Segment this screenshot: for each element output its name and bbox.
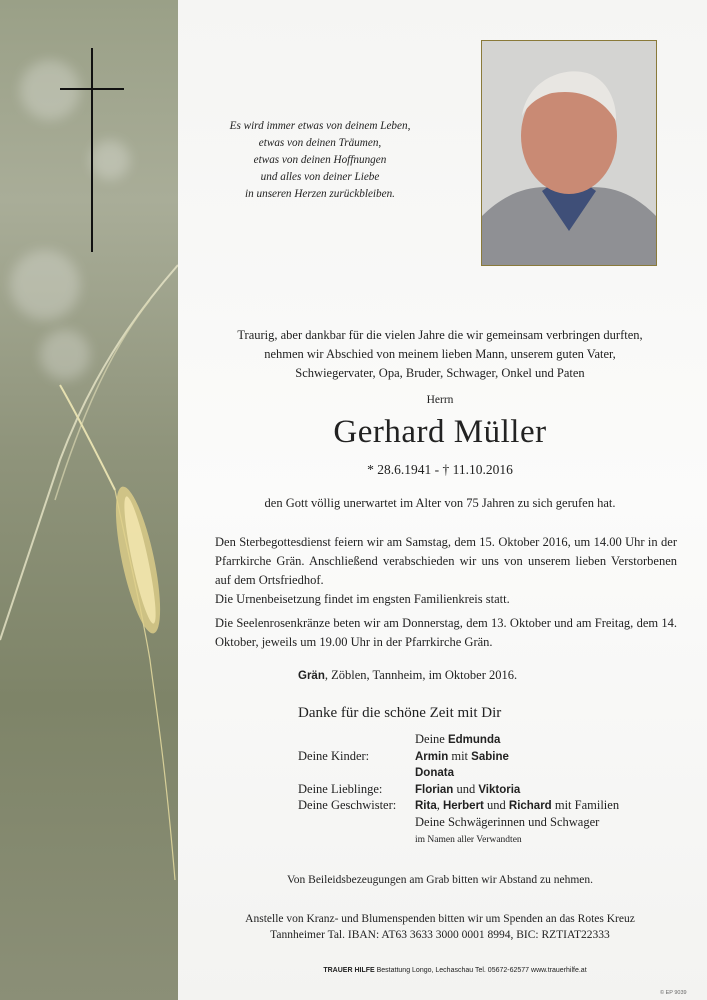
- favorites-label: Deine Lieblinge:: [298, 781, 383, 796]
- grandchild-name: Viktoria: [478, 783, 521, 796]
- passing-text: den Gott völlig unerwartet im Alter von 75 Jahren zu sich gerufen hat.: [264, 496, 616, 510]
- life-dates: * 28.6.1941 - † 11.10.2016: [367, 462, 513, 477]
- service-text: Den Sterbegottesdienst feiern wir am Samstag, dem 15. Oktober 2016, um 14.00 Uhr in der Pfarrkirche Grän. Anschließend verabschieden wir uns von unserem lieben Verstorbenen auf dem Ortsfriedhof.: [215, 535, 677, 587]
- wife-name: Edmunda: [447, 734, 501, 746]
- poem: [205, 118, 435, 203]
- donation-line: Anstelle von Kranz- und Blumenspenden bitten wir um Spenden an das Rotes Kreuz: [245, 913, 635, 925]
- connector: mit: [451, 748, 469, 763]
- cross-icon: [58, 48, 128, 253]
- family-inlaws: Deine Schwägerinnen und Schwager: [415, 814, 600, 829]
- honorific: Herrn: [426, 394, 454, 406]
- place-date: [298, 668, 517, 683]
- sibling-name: Herbert: [442, 800, 484, 812]
- family-relatives: im Namen aller Verwandten: [415, 835, 522, 845]
- poem-line: in unseren Herzen zurückbleiben.: [245, 188, 395, 200]
- connector: und: [487, 798, 506, 812]
- siblings-label: Deine Geschwister:: [298, 798, 397, 812]
- place-bold: Grän: [298, 670, 325, 682]
- intro-line: Schwiegervater, Opa, Bruder, Schwager, Onkel und Paten: [295, 366, 585, 380]
- deceased-name: Gerhard Müller: [333, 414, 547, 450]
- thanks-heading: Danke für die schöne Zeit mit Dir: [298, 705, 502, 721]
- donation-line: Tannheimer Tal. IBAN: AT63 3633 3000 0001 8994, BIC: RZTIAT22333: [270, 928, 610, 941]
- poem-line: und alles von deiner Liebe: [260, 171, 380, 183]
- child-name: Donata: [415, 767, 454, 779]
- sibling-name: Rita: [415, 800, 437, 812]
- intro-line: Traurig, aber dankbar für die vielen Jahre die wir gemeinsam verbringen durften,: [237, 328, 643, 342]
- condolence-note: Von Beileidsbezeugungen am Grab bitten wir Abstand zu nehmen.: [286, 874, 594, 886]
- children-label: Deine Kinder:: [298, 748, 370, 763]
- footer-brand: TRAUER HILFE: [323, 967, 375, 974]
- connector: ,: [436, 798, 440, 812]
- family-children: [415, 748, 509, 766]
- footer-text: Bestattung Longo, Lechaschau Tel. 05672-62577 www.trauerhilfe.at: [376, 967, 587, 974]
- partner-name: Sabine: [471, 750, 509, 763]
- urn-text: Die Urnenbeisetzung findet im engsten Familienkreis statt.: [215, 592, 510, 606]
- connector: und: [456, 781, 476, 796]
- family-list: [298, 731, 678, 851]
- sibling-suffix: mit Familien: [554, 798, 620, 812]
- poem-line: etwas von deinen Träumen,: [258, 137, 382, 149]
- family-siblings: [415, 797, 619, 815]
- wife-prefix: Deine: [415, 732, 445, 746]
- family-child2: [415, 764, 454, 782]
- portrait-photo: [481, 40, 657, 266]
- footer: [225, 967, 685, 974]
- child-name: Armin: [415, 750, 449, 763]
- print-code: © EP 9039: [660, 990, 687, 996]
- rosary-text: Die Seelenrosenkränze beten wir am Donnerstag, dem 13. Oktober und am Freitag, dem 14. Oktober, jeweils um 19.00 Uhr in der Pfarrkirche Grän.: [215, 616, 677, 649]
- grandchild-name: Florian: [415, 783, 454, 796]
- sibling-name: Richard: [508, 800, 552, 812]
- intro-text: [195, 326, 685, 383]
- place-rest: , Zöblen, Tannheim, im Oktober 2016.: [324, 668, 518, 682]
- family-favorites: [415, 781, 520, 799]
- intro-line: nehmen wir Abschied von meinem lieben Mann, unserem guten Vater,: [264, 347, 616, 361]
- poem-line: Es wird immer etwas von deinem Leben,: [229, 120, 411, 132]
- donation-note: [195, 912, 685, 943]
- family-wife: [415, 731, 500, 749]
- poem-line: etwas von deinen Hoffnungen: [253, 154, 387, 166]
